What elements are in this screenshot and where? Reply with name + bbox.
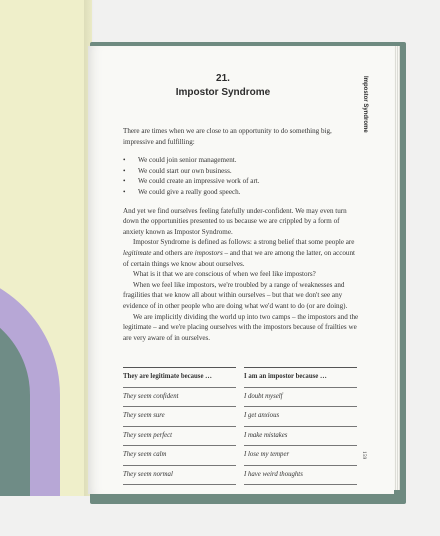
book-page [88, 46, 394, 494]
table-cell: I have weird thoughts [244, 466, 357, 486]
table-cell: They seem normal [123, 466, 236, 486]
paragraph: And yet we find ourselves feeling fatefully under-confident. We may even turn down the opportunities presented to us because we are crippled by a form of anxiety known as Impostor Syndrome. [123, 206, 347, 236]
chapter-number: 21. [216, 73, 230, 84]
column-header-legitimate: They are legitimate because … [123, 368, 236, 388]
table-cell: They seem sure [123, 407, 236, 427]
legitimate-column [123, 367, 236, 485]
chapter-title: Impostor Syndrome [175, 87, 271, 98]
body-text [123, 126, 359, 343]
table-cell: They seem confident [123, 388, 236, 408]
impostor-column [244, 367, 357, 485]
table-cell: I doubt myself [244, 388, 357, 408]
table-cell: I lose my temper [244, 446, 357, 466]
table-cell: They seem calm [123, 446, 236, 466]
page-number: 159 [361, 451, 367, 460]
list-item: • We could give a really good speech. [123, 187, 359, 198]
intro-paragraph: There are times when we are close to an opportunity to do something big, impressive and fulfilling: [123, 127, 332, 146]
list-item: • We could create an impressive work of art. [123, 176, 359, 187]
running-head: Impostor Syndrome [362, 76, 368, 133]
table-cell: I make mistakes [244, 427, 357, 447]
paragraph: When we feel like impostors, we're troubled by a range of weaknesses and fragilities that we know all about within ourselves – but that we don't see any evidence of in other people who are doing what we'd want to do (or are doing). [123, 280, 348, 310]
list-item: • We could start our own business. [123, 166, 359, 177]
cover-artwork-page [0, 0, 92, 496]
column-header-impostor: I am an impostor because … [244, 368, 357, 388]
list-item: • We could join senior management. [123, 155, 359, 166]
table-cell: I get anxious [244, 407, 357, 427]
table-cell: They seem perfect [123, 427, 236, 447]
paragraph: What is it that we are conscious of when we feel like impostors? [133, 270, 316, 279]
opportunity-list [123, 155, 359, 197]
definition-paragraph: Impostor Syndrome is defined as follows: a strong belief that some people are legitimate and others are impostors – and that we are among the latter, on account of certain things we know about ourselves. [123, 238, 355, 268]
paragraph: We are implicitly dividing the world up into two camps – the impostors and the legitimate – and we're placing ourselves with the impostors because of frailties we are very aware of in ourselves. [123, 312, 359, 342]
